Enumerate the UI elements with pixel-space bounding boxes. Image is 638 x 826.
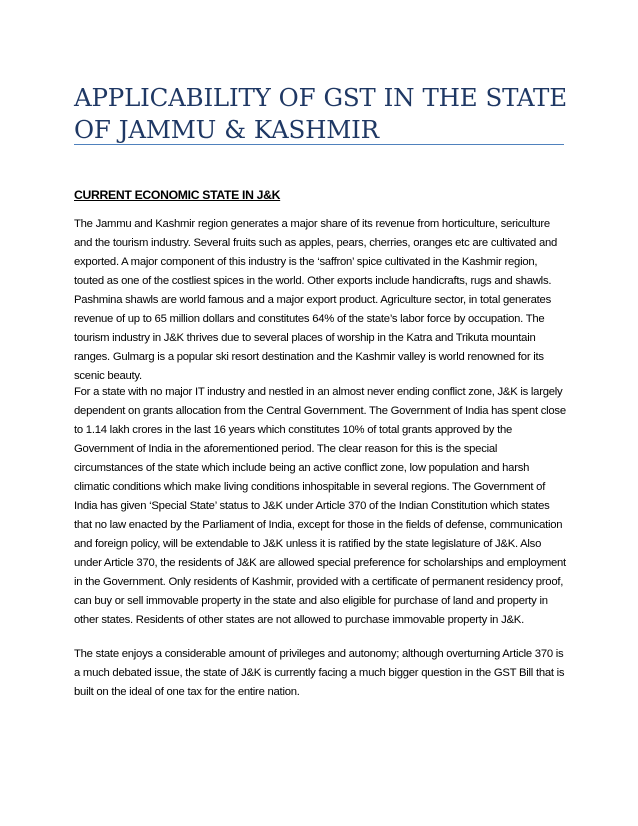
paragraph-grants-and-article-370: For a state with no major IT industry and nestled in an almost never ending conflict zone, J&K is largely dependent on grants allocation from the Central Government. The Government of India has spent close to 1.14 lakh crores in the last 16 years which constitutes 10% of total grants approved by the Government of India in the aforementioned period. The clear reason for this is the special circumstances of the state which include being an active conflict zone, low population and harsh climatic conditions which make living conditions inhospitable in several regions. The Government of India has given ‘Special State’ status to J&K under Article 370 of the Indian Constitution which states that no law enacted by the Parliament of India, except for those in the fields of defense, communication and foreign policy, will be extendable to J&K unless it is ratified by the state legislature of J&K. Also under Article 370, the residents of J&K are allowed special preference for scholarships and employment in the Government. Only residents of Kashmir, provided with a certificate of permanent residency proof, can buy or sell immovable property in the state and also eligible for purchase of land and property in other states. Residents of other states are not allowed to purchase immovable property in J&K. xyxy=(74,386,566,626)
paragraph-gst-question: The state enjoys a considerable amount of privileges and autonomy; although overturning Article 370 is a much debated issue, the state of J&K is currently facing a much bigger question in the GST Bill that is built on the ideal of one tax for the entire nation. xyxy=(74,648,565,698)
section-heading: CURRENT ECONOMIC STATE IN J&K xyxy=(74,188,281,202)
document-title: APPLICABILITY OF GST IN THE STATE OF JAMMU & KASHMIR xyxy=(74,83,567,144)
paragraph-economy-overview: The Jammu and Kashmir region generates a major share of its revenue from horticulture, sericulture and the tourism industry. Several fruits such as apples, pears, cherries, oranges etc are cultivated and exported. A major component of this industry is the ‘saffron’ spice cultivated in the Kashmir region, touted as one of the costliest spices in the world. Other exports include handicrafts, rugs and shawls. Pashmina shawls are world famous and a major export product. Agriculture sector, in total generates revenue of up to 65 million dollars and constitutes 64% of the state’s labor force by occupation. The tourism industry in J&K thrives due to several places of worship in the Katra and Trikuta mountain ranges. Gulmarg is a popular ski resort destination and the Kashmir valley is world renowned for its scenic beauty. xyxy=(74,218,558,382)
title-underline-divider xyxy=(74,144,564,145)
